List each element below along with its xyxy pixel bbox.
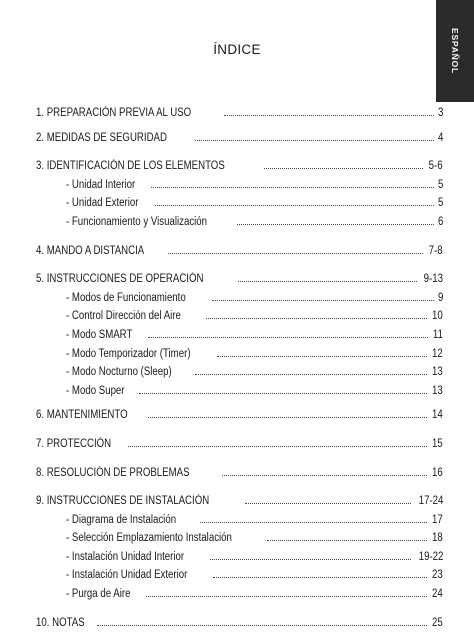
dot-leader [224, 114, 434, 116]
toc-entry[interactable] [36, 104, 443, 123]
dot-leader [267, 539, 428, 541]
toc-entry-label: - Modos de Funcionamiento [66, 291, 186, 304]
toc-subentry[interactable] [36, 566, 443, 585]
toc-entry-page: 6 [437, 215, 443, 228]
toc-subentry[interactable] [36, 345, 443, 364]
toc-entry-label: - Instalación Unidad Interior [66, 550, 185, 563]
dot-leader [148, 336, 428, 338]
toc-subentry[interactable] [36, 363, 443, 382]
toc-entry-page: 5 [437, 178, 443, 191]
toc-entry-label: 5. INSTRUCCIONES DE OPERACIÓN [36, 273, 204, 286]
toc-entry[interactable] [36, 492, 443, 511]
toc-entry-label: - Instalación Unidad Exterior [66, 569, 188, 582]
dot-leader [213, 576, 427, 578]
toc-gap [36, 232, 443, 242]
dot-leader [97, 624, 427, 626]
toc-entry[interactable] [36, 464, 443, 483]
toc-entry-page: 19-22 [418, 550, 443, 563]
toc-entry-label: 7. PROTECCIÓN [36, 437, 112, 450]
dot-leader [195, 373, 427, 375]
toc-subentry[interactable] [36, 307, 443, 326]
toc-subentry[interactable] [36, 213, 443, 232]
toc-entry-label: - Diagrama de Instalación [66, 513, 177, 526]
toc-entry-label: - Purga de Aire [66, 588, 131, 601]
toc-entry-label: 8. RESOLUCIÓN DE PROBLEMAS [36, 466, 190, 479]
toc-entry-label: - Modo Super [66, 384, 125, 397]
dot-leader [128, 445, 427, 447]
toc-subentry[interactable] [36, 529, 443, 548]
toc-entry-page: 9-13 [423, 273, 443, 286]
dot-leader [217, 355, 427, 357]
dot-leader [168, 252, 424, 254]
page-title: ÍNDICE [213, 42, 261, 57]
toc-entry-page: 24 [432, 588, 443, 601]
dot-leader [264, 167, 424, 169]
toc-entry-page: 25 [432, 616, 443, 629]
dot-leader [210, 558, 411, 560]
toc-entry-page: 7-8 [429, 244, 443, 257]
toc-gap [36, 260, 443, 270]
dot-leader [238, 280, 417, 282]
toc-entry-label: 10. NOTAS [36, 616, 85, 629]
toc-subentry[interactable] [36, 548, 443, 567]
table-of-contents [36, 104, 443, 632]
toc-entry[interactable] [36, 242, 443, 261]
toc-entry-page: 18 [432, 532, 443, 545]
dot-leader [222, 474, 427, 476]
toc-entry-page: 13 [432, 384, 443, 397]
toc-entry-page: 4 [437, 131, 443, 144]
toc-entry[interactable] [36, 129, 443, 148]
toc-entry-label: - Unidad Interior [66, 178, 136, 191]
toc-entry-label: - Unidad Exterior [66, 197, 139, 210]
toc-entry-page: 5-6 [429, 160, 443, 173]
toc-entry-label: - Modo Nocturno (Sleep) [66, 366, 172, 379]
toc-entry[interactable] [36, 270, 443, 289]
toc-entry-label: 6. MANTENIMIENTO [36, 409, 128, 422]
toc-gap [36, 147, 443, 157]
toc-entry-page: 5 [437, 197, 443, 210]
toc-entry-label: 4. MANDO A DISTANCIA [36, 244, 145, 257]
toc-entry-label: 9. INSTRUCCIONES DE INSTALACIÓN [36, 495, 210, 508]
toc-entry-page: 16 [432, 466, 443, 479]
toc-entry-page: 17-24 [418, 495, 443, 508]
toc-subentry[interactable] [36, 382, 443, 401]
toc-entry-page: 14 [432, 409, 443, 422]
toc-subentry[interactable] [36, 511, 443, 530]
dot-leader [237, 223, 434, 225]
toc-entry-page: 11 [432, 328, 443, 341]
dot-leader [245, 502, 410, 504]
toc-entry-page: 9 [437, 291, 443, 304]
dot-leader [146, 595, 427, 597]
toc-entry[interactable] [36, 157, 443, 176]
dot-leader [206, 317, 427, 319]
dot-leader [195, 139, 434, 141]
toc-entry-page: 13 [432, 366, 443, 379]
dot-leader [200, 521, 427, 523]
toc-subentry[interactable] [36, 326, 443, 345]
dot-leader [155, 204, 433, 206]
toc-entry-label: - Funcionamiento y Visualización [66, 215, 208, 228]
toc-entry-page: 23 [432, 569, 443, 582]
language-tab-label: ESPAÑOL [450, 27, 460, 75]
toc-entry-label: - Modo Temporizador (Timer) [66, 347, 191, 360]
toc-entry-label: - Selección Emplazamiento Instalación [66, 532, 232, 545]
toc-entry[interactable] [36, 406, 443, 425]
toc-subentry[interactable] [36, 289, 443, 308]
toc-gap [36, 425, 443, 435]
dot-leader [139, 392, 428, 394]
dot-leader [148, 416, 427, 418]
toc-gap [36, 604, 443, 614]
toc-entry-page: 15 [432, 437, 443, 450]
toc-entry-page: 12 [432, 347, 443, 360]
toc-subentry[interactable] [36, 176, 443, 195]
toc-entry-label: 1. PREPARACIÓN PREVIA AL USO [36, 107, 192, 119]
toc-gap [36, 482, 443, 492]
toc-subentry[interactable] [36, 194, 443, 213]
dot-leader [212, 299, 434, 301]
toc-subentry[interactable] [36, 585, 443, 604]
toc-gap [36, 454, 443, 464]
toc-entry-label: - Control Dirección del Aire [66, 310, 181, 323]
toc-entry-page: 10 [432, 310, 443, 323]
toc-entry-page: 3 [437, 107, 443, 119]
toc-entry-label: - Modo SMART [66, 328, 133, 341]
toc-entry-label: 2. MEDIDAS DE SEGURIDAD [36, 131, 167, 144]
toc-entry-page: 17 [432, 513, 443, 526]
toc-entry[interactable] [36, 614, 443, 632]
toc-entry[interactable] [36, 435, 443, 454]
dot-leader [151, 186, 433, 188]
toc-entry-label: 3. IDENTIFICACIÓN DE LOS ELEMENTOS [36, 160, 225, 173]
